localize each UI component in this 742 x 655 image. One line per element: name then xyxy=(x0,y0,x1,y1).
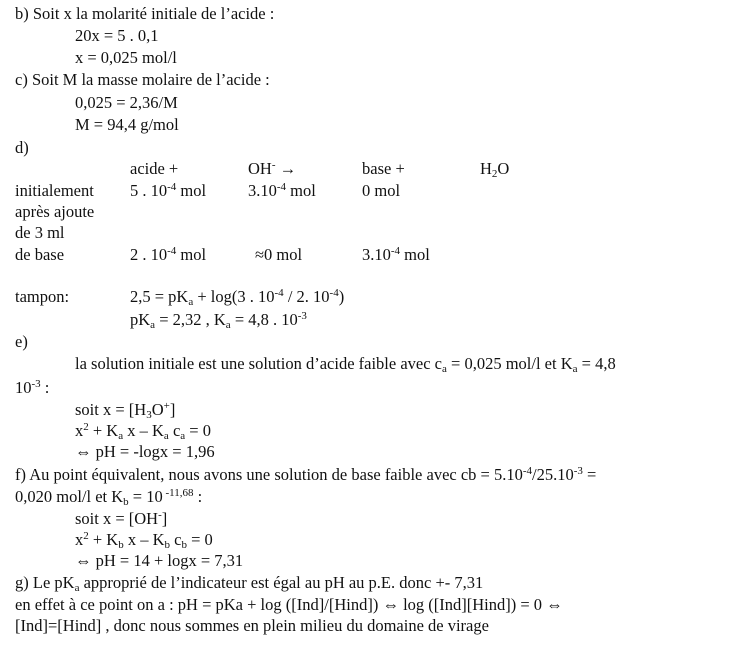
table-header-acid: acide + xyxy=(130,159,179,178)
section-e-equation-2: $x^2 + K_a$ x – $K_a$ $c_a = 0$ xyxy=(75,421,211,442)
table-initial-acid: 5 . $10^{-4}$ mol xyxy=(130,181,207,200)
section-c-equation-2: M = 94,4 g/mol xyxy=(75,115,179,134)
table-initial-hydroxide: $3.10^{-4}$ mol xyxy=(248,181,316,200)
tampon-label: tampon: xyxy=(15,287,70,306)
section-e-equation-3: ⇔ pH = -logx = 1,96 xyxy=(75,442,215,461)
section-d-heading: d) xyxy=(15,138,29,157)
section-b-equation-1: 20x = 5 . 0,1 xyxy=(75,26,159,45)
section-f-equation-2: $x^2 + K_b$ x – $K_b$ $c_b = 0$ xyxy=(75,530,213,551)
section-e-intro: la solution initiale est une solution d’acide faible avec $c_a = 0,025$ mol/l et $K_a = 4,8$ xyxy=(75,354,616,375)
table-row-after-label-1: après ajoute xyxy=(15,202,95,221)
section-f-equation-1: soit x = [OH-] xyxy=(75,509,168,528)
section-f-equation-3: ⇔ pH = 14 + logx = 7,31 xyxy=(75,551,244,570)
section-b-equation-2: x = 0,025 mol/l xyxy=(75,48,177,67)
table-row-after-label-2: de 3 ml xyxy=(15,223,65,242)
table-after-hydroxide: ≈0 mol xyxy=(255,245,303,264)
table-row-initial-label: initialement xyxy=(15,181,94,200)
table-header-base: base + xyxy=(362,159,405,178)
tampon-equation-1: $2,5 = pK_a + \log(3$ . $10^{-4} / 2$. $10^{-4}$) xyxy=(130,287,345,308)
table-row-after-label-3: de base xyxy=(15,245,65,264)
section-e-equation-1: soit $x = [H_3O^+]$ xyxy=(75,400,176,421)
table-initial-base: 0 mol xyxy=(362,181,401,200)
table-after-base: $3.10^{-4}$ mol xyxy=(362,245,430,264)
section-f-intro-continued: 0,020 mol/l et $K_b = 10$ $^{-11,68}$ : xyxy=(15,487,203,508)
section-g-line-2: en effet à ce point on a : pH = pKa + log ([Ind]/[Hind]) ⇔ log ([Ind][Hind]) = 0 ⇔ xyxy=(15,595,563,614)
table-after-acid: 2 . $10^{-4}$ mol xyxy=(130,245,207,264)
section-e-heading: e) xyxy=(15,332,28,351)
section-f-intro: f) Au point équivalent, nous avons une solution de base faible avec cb = $5.10^{-4}/25.10^{-3}$ = xyxy=(15,465,597,484)
table-header-water: $H_2O$ xyxy=(480,159,510,180)
section-e-intro-continued: $10^{-3}$ : xyxy=(15,378,50,397)
section-c-heading: c) Soit M la masse molaire de l’acide : xyxy=(15,70,270,89)
tampon-equation-2: $pK_a = 2,32$ , $K_a = 4,8$ . $10^{-3}$ xyxy=(130,310,307,331)
table-header-hydroxide: OH- → xyxy=(248,159,297,178)
section-g-line-1: g) Le $pK_a$ approprié de l’indicateur est égal au pH au p.E. donc +- 7,31 xyxy=(15,573,484,594)
section-c-equation-1: 0,025 = 2,36/M xyxy=(75,93,178,112)
section-g-line-3: [Ind]=[Hind] , donc nous sommes en plein milieu du domaine de virage xyxy=(15,616,489,635)
section-b-heading: b) Soit x la molarité initiale de l’acide : xyxy=(15,4,275,23)
